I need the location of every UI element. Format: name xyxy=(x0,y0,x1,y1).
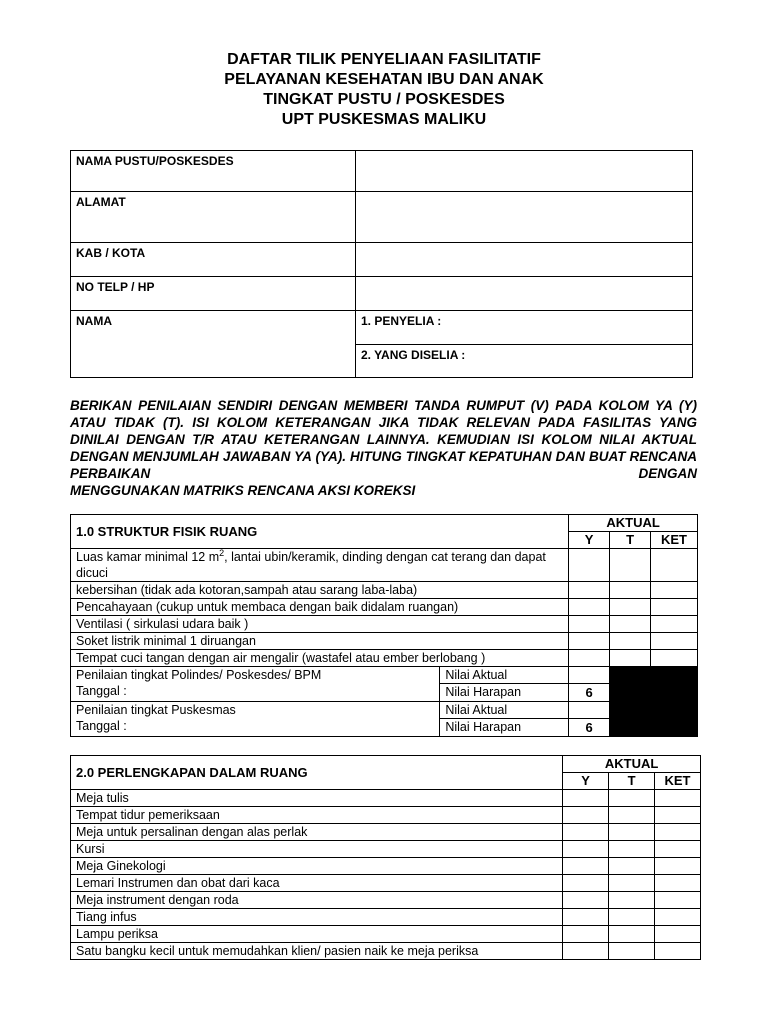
facility-info-table xyxy=(70,150,693,378)
nilai-harapan-value-1: 6 xyxy=(569,684,610,702)
checklist-item: Tiang infus xyxy=(71,909,563,926)
ket-cell[interactable] xyxy=(651,549,698,582)
checklist-item: Meja untuk persalinan dengan alas perlak xyxy=(71,824,563,841)
section-2-table xyxy=(70,755,701,960)
shaded-block xyxy=(610,667,698,737)
section-1-table xyxy=(70,514,698,737)
title-line-2: PELAYANAN KESEHATAN IBU DAN ANAK xyxy=(224,71,544,88)
y-header: Y xyxy=(563,773,609,790)
t-checkbox-cell[interactable] xyxy=(609,909,655,926)
t-header: T xyxy=(609,773,655,790)
instructions-last-line: MENGGUNAKAN MATRIKS RENCANA AKSI KOREKSI xyxy=(70,483,416,498)
y-checkbox-cell[interactable] xyxy=(563,892,609,909)
y-checkbox-cell[interactable] xyxy=(563,807,609,824)
y-checkbox-cell[interactable] xyxy=(563,875,609,892)
t-checkbox-cell[interactable] xyxy=(610,599,651,616)
t-checkbox-cell[interactable] xyxy=(610,650,651,667)
ket-cell[interactable] xyxy=(655,892,701,909)
ket-cell[interactable] xyxy=(651,582,698,599)
nilai-aktual-value-1[interactable] xyxy=(569,667,610,684)
ket-cell[interactable] xyxy=(655,909,701,926)
y-checkbox-cell[interactable] xyxy=(569,650,610,667)
checklist-item: Pencahayaan (cukup untuk membaca dengan baik didalam ruangan) xyxy=(71,599,569,616)
checklist-item: Meja Ginekologi xyxy=(71,858,563,875)
title-line-4: UPT PUSKESMAS MALIKU xyxy=(281,111,487,128)
nilai-harapan-label-1: Nilai Harapan xyxy=(440,684,569,702)
alamat-field[interactable] xyxy=(356,192,693,243)
aktual-header: AKTUAL xyxy=(563,756,701,773)
y-checkbox-cell[interactable] xyxy=(563,909,609,926)
item-text: Luas kamar minimal 12 m xyxy=(76,550,220,564)
y-checkbox-cell[interactable] xyxy=(569,633,610,650)
title-line-1: DAFTAR TILIK PENYELIAAN FASILITATIF xyxy=(227,51,541,68)
nilai-aktual-value-2[interactable] xyxy=(569,702,610,719)
t-header: T xyxy=(610,532,651,549)
y-checkbox-cell[interactable] xyxy=(569,599,610,616)
y-checkbox-cell[interactable] xyxy=(563,926,609,943)
t-checkbox-cell[interactable] xyxy=(610,582,651,599)
checklist-item: kebersihan (tidak ada kotoran,sampah atau sarang laba-laba) xyxy=(71,582,569,599)
penilaian-puskesmas-label: Penilaian tingkat Puskesmas xyxy=(76,703,236,717)
t-checkbox-cell[interactable] xyxy=(610,549,651,582)
y-checkbox-cell[interactable] xyxy=(569,582,610,599)
ket-cell[interactable] xyxy=(651,650,698,667)
alamat-label: ALAMAT xyxy=(71,192,356,243)
tanggal-2-label: Tanggal : xyxy=(76,719,127,733)
ket-cell[interactable] xyxy=(651,616,698,633)
superscript: 2 xyxy=(219,547,225,558)
ket-cell[interactable] xyxy=(655,926,701,943)
checklist-item: Meja tulis xyxy=(71,790,563,807)
t-checkbox-cell[interactable] xyxy=(610,633,651,650)
nilai-aktual-label-1: Nilai Aktual xyxy=(440,667,569,684)
ket-cell[interactable] xyxy=(651,599,698,616)
instructions xyxy=(70,397,697,499)
document-title xyxy=(0,50,768,130)
no-telp-field[interactable] xyxy=(356,277,693,311)
kab-kota-label: KAB / KOTA xyxy=(71,243,356,277)
nama-pustu-field[interactable] xyxy=(356,151,693,192)
checklist-item: Lampu periksa xyxy=(71,926,563,943)
ket-cell[interactable] xyxy=(655,875,701,892)
nama-label: NAMA xyxy=(71,311,356,378)
t-checkbox-cell[interactable] xyxy=(609,841,655,858)
title-line-3: TINGKAT PUSTU / POSKESDES xyxy=(263,91,505,108)
checklist-item: Satu bangku kecil untuk memudahkan klien/ pasien naik ke meja periksa xyxy=(71,943,563,960)
tanggal-1-label: Tanggal : xyxy=(76,684,127,698)
ket-header: KET xyxy=(651,532,698,549)
kab-kota-field[interactable] xyxy=(356,243,693,277)
nilai-harapan-value-2: 6 xyxy=(569,719,610,737)
ket-cell[interactable] xyxy=(655,943,701,960)
t-checkbox-cell[interactable] xyxy=(609,892,655,909)
y-header: Y xyxy=(569,532,610,549)
t-checkbox-cell[interactable] xyxy=(609,943,655,960)
checklist-item: Ventilasi ( sirkulasi udara baik ) xyxy=(71,616,569,633)
y-checkbox-cell[interactable] xyxy=(563,824,609,841)
t-checkbox-cell[interactable] xyxy=(609,824,655,841)
ket-cell[interactable] xyxy=(651,633,698,650)
t-checkbox-cell[interactable] xyxy=(609,875,655,892)
checklist-item: Tempat tidur pemeriksaan xyxy=(71,807,563,824)
checklist-item: Tempat cuci tangan dengan air mengalir (wastafel atau ember berlobang ) xyxy=(71,650,569,667)
penilaian-polindes-label: Penilaian tingkat Polindes/ Poskesdes/ BPM xyxy=(76,668,322,682)
ket-cell[interactable] xyxy=(655,858,701,875)
t-checkbox-cell[interactable] xyxy=(609,858,655,875)
penyelia-field[interactable]: 1. PENYELIA : xyxy=(356,311,693,345)
t-checkbox-cell[interactable] xyxy=(610,616,651,633)
nilai-harapan-label-2: Nilai Harapan xyxy=(440,719,569,737)
penilaian-polindes xyxy=(71,667,440,702)
y-checkbox-cell[interactable] xyxy=(563,790,609,807)
section-1-title: 1.0 STRUKTUR FISIK RUANG xyxy=(71,515,569,549)
no-telp-label: NO TELP / HP xyxy=(71,277,356,311)
section-2-title: 2.0 PERLENGKAPAN DALAM RUANG xyxy=(71,756,563,790)
checklist-item: Meja instrument dengan roda xyxy=(71,892,563,909)
ket-cell[interactable] xyxy=(655,841,701,858)
t-checkbox-cell[interactable] xyxy=(609,790,655,807)
item-text-cont: , lantai ubin/keramik, dinding dengan cat terang dan dapat dicuci xyxy=(76,550,546,580)
ket-cell[interactable] xyxy=(655,824,701,841)
y-checkbox-cell[interactable] xyxy=(569,616,610,633)
y-checkbox-cell[interactable] xyxy=(563,943,609,960)
nilai-aktual-label-2: Nilai Aktual xyxy=(440,702,569,719)
ket-header: KET xyxy=(655,773,701,790)
checklist-item: Lemari Instrumen dan obat dari kaca xyxy=(71,875,563,892)
t-checkbox-cell[interactable] xyxy=(609,926,655,943)
instructions-body: BERIKAN PENILAIAN SENDIRI DENGAN MEMBERI TANDA RUMPUT (V) PADA KOLOM YA (Y) ATAU TIDAK (T). ISI KOLOM KETERANGAN JIKA TIDAK RELEVAN PADA FASILITAS YANG DINILAI DENGAN T/R ATAU KETERANGAN LAINNYA. KEMUDIAN ISI KOLOM NILAI AKTUAL DENGAN MENJUMLAH JAWABAN YA (YA). HITUNG TINGKAT KEPATUHAN DAN BUAT RENCANA PERBAIKAN DENGAN xyxy=(70,398,697,481)
checklist-item: Soket listrik minimal 1 diruangan xyxy=(71,633,569,650)
aktual-header: AKTUAL xyxy=(569,515,698,532)
ket-cell[interactable] xyxy=(655,807,701,824)
t-checkbox-cell[interactable] xyxy=(609,807,655,824)
penilaian-puskesmas xyxy=(71,702,440,737)
ket-cell[interactable] xyxy=(655,790,701,807)
nama-pustu-label: NAMA PUSTU/POSKESDES xyxy=(71,151,356,192)
y-checkbox-cell[interactable] xyxy=(563,858,609,875)
checklist-item: Kursi xyxy=(71,841,563,858)
checklist-item xyxy=(71,549,569,582)
yang-diselia-field[interactable]: 2. YANG DISELIA : xyxy=(356,345,693,378)
y-checkbox-cell[interactable] xyxy=(563,841,609,858)
y-checkbox-cell[interactable] xyxy=(569,549,610,582)
